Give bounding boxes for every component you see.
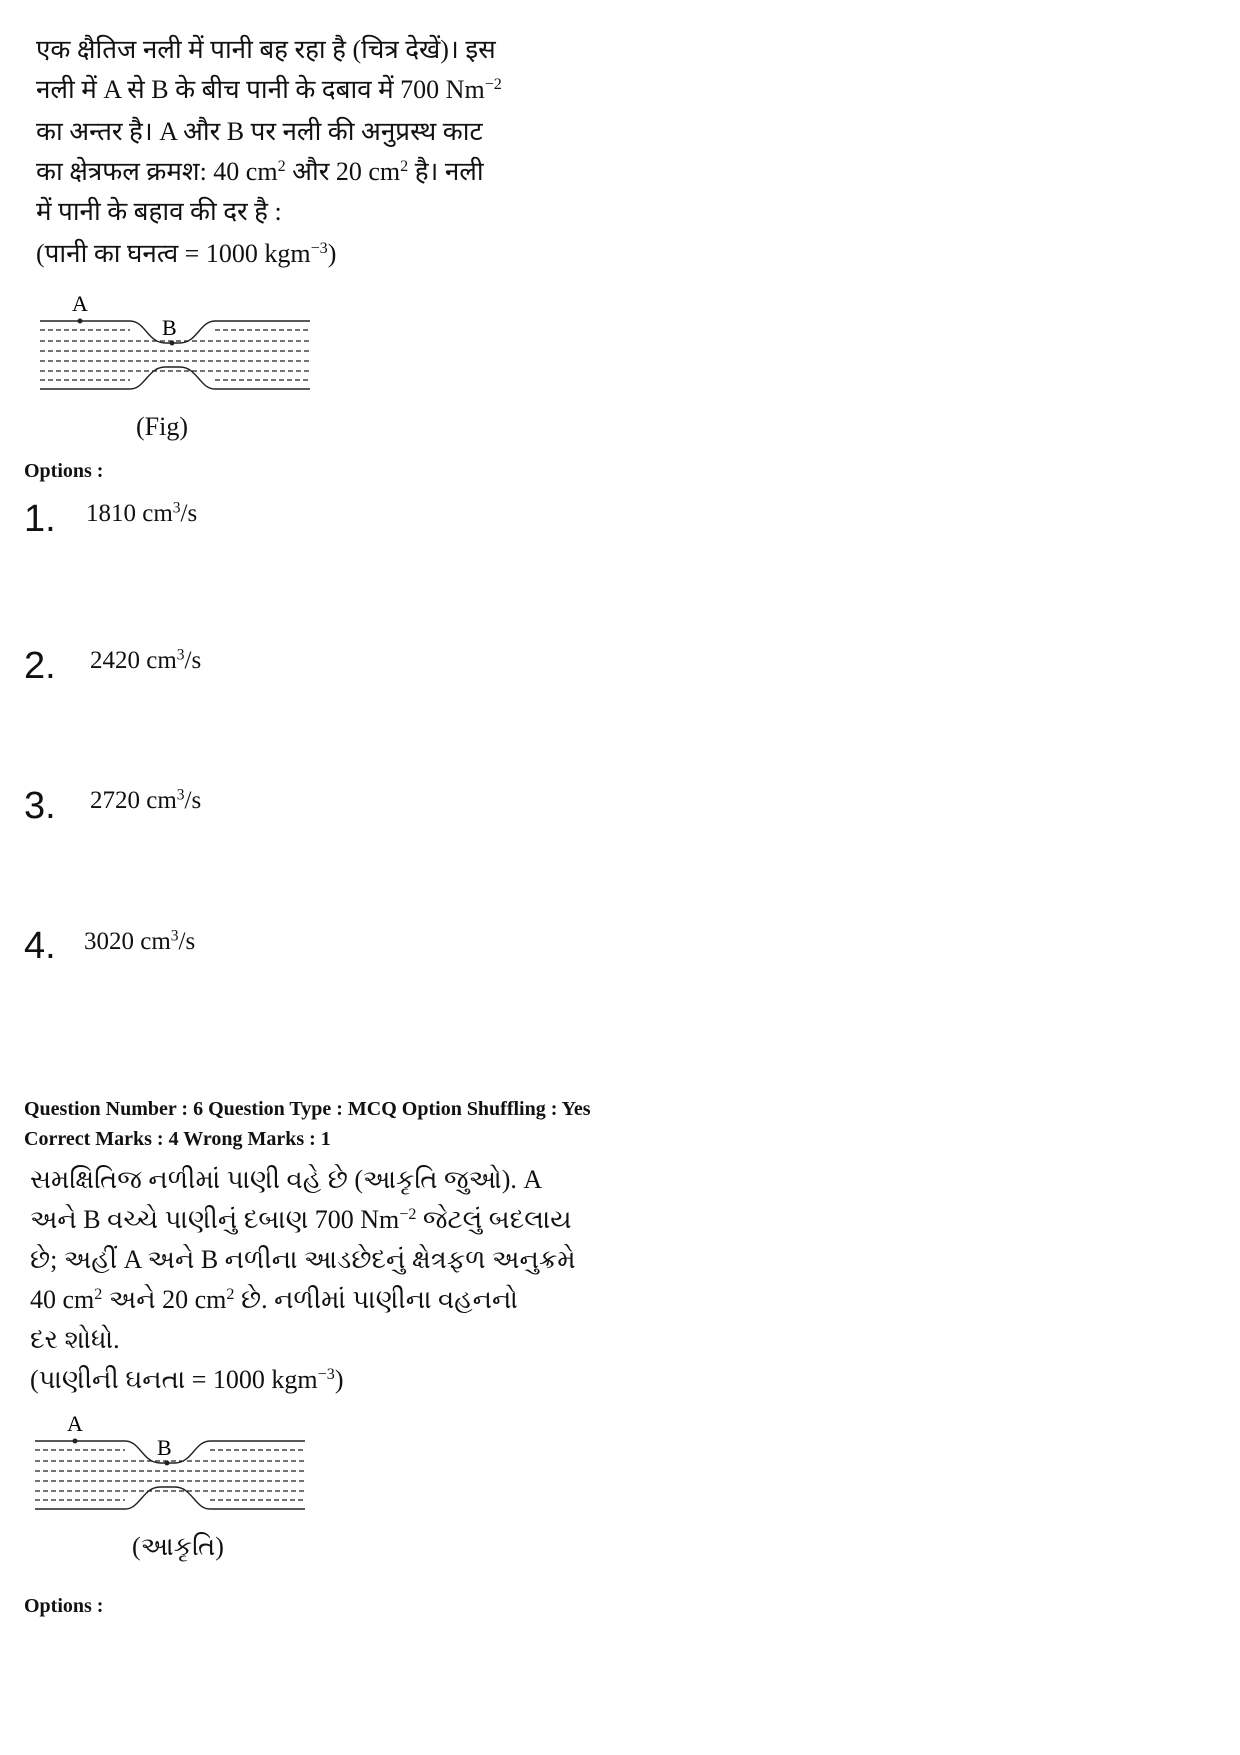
q6-line4-c: છે. નળીમાં પાણીના વહનનો <box>234 1285 518 1314</box>
q5-line4-c: है। नली <box>408 157 484 186</box>
point-a-dot <box>73 1439 78 1444</box>
q6-exp-neg2: −2 <box>399 1206 417 1224</box>
q5-line4-a: का क्षेत्रफल क्रमश: 40 cm <box>36 157 278 186</box>
q5-options-label: Options : <box>24 460 104 482</box>
q6-meta-line-1: Question Number : 6 Question Type : MCQ Option Shuffling : Yes <box>24 1098 591 1120</box>
q6-text-line-5: દર શોધો. <box>30 1325 120 1354</box>
q5-text-line-2 <box>36 70 502 110</box>
q5-line4-b: और 20 cm <box>285 157 401 186</box>
q5-density-close: ) <box>327 239 337 268</box>
q5-figure-caption: (Fig) <box>136 412 188 441</box>
q6-text-line-1: સમક્ષિતિજ નળીમાં પાણી વહે છે (આકૃતિ જુઓ). A <box>30 1165 543 1194</box>
q6-density-close: ) <box>334 1365 344 1394</box>
q5-pipe-figure <box>30 285 330 405</box>
q6-text-line-2 <box>30 1200 572 1240</box>
label-b: B <box>157 1435 172 1460</box>
option-1-unit: /s <box>180 500 198 527</box>
option-3-value: 2720 cm <box>90 787 177 814</box>
option-3-number: 3. <box>24 785 56 827</box>
option-1-value: 1810 cm <box>86 500 173 527</box>
q5-exp-2a: 2 <box>277 158 286 176</box>
q5-text-line-3: का अन्तर है। A और B पर नली की अनुप्रस्थ काट <box>36 117 483 146</box>
q6-density-text: (પાણીની ઘનતા = 1000 kgm <box>30 1365 318 1394</box>
option-1-text[interactable] <box>86 500 197 528</box>
option-2-value: 2420 cm <box>90 647 177 674</box>
q6-line2-b: જેટલું બદલાય <box>416 1205 572 1234</box>
q6-options-label: Options : <box>24 1595 104 1617</box>
option-4-number: 4. <box>24 925 56 967</box>
option-2-number: 2. <box>24 645 56 687</box>
q6-text-line-6 <box>30 1360 343 1400</box>
point-a-dot <box>78 319 83 324</box>
q6-line4-a: 40 cm <box>30 1285 95 1314</box>
q6-pipe-figure <box>25 1405 325 1525</box>
option-3-text[interactable] <box>90 787 201 815</box>
option-4-text[interactable] <box>84 928 195 956</box>
q5-line2-text: नली में A से B के बीच पानी के दबाव में 700 Nm <box>36 75 485 104</box>
q6-exp-neg3: −3 <box>317 1366 335 1384</box>
pipe-bottom-wall <box>35 1487 305 1509</box>
option-1-number: 1. <box>24 498 56 540</box>
label-b: B <box>162 315 177 340</box>
option-3-exp: 3 <box>176 786 185 804</box>
option-2-unit: /s <box>184 647 202 674</box>
q5-exp-2b: 2 <box>400 158 409 176</box>
q5-text-line-5: में पानी के बहाव की दर है : <box>36 197 282 226</box>
q5-density-text: (पानी का घनत्व = 1000 kgm <box>36 239 311 268</box>
q6-exp-2a: 2 <box>94 1286 103 1304</box>
option-1-exp: 3 <box>172 499 181 517</box>
option-2-exp: 3 <box>176 646 185 664</box>
q5-exp-neg2: −2 <box>484 76 502 94</box>
q6-figure-caption: (આકૃતિ) <box>132 1532 224 1561</box>
label-a: A <box>72 291 88 316</box>
pipe-bottom-wall <box>40 367 310 389</box>
q6-text-line-3: છે; અહીં A અને B નળીના આડછેદનું ક્ષેત્રફળ અનુક્રમે <box>30 1245 576 1274</box>
point-b-dot <box>165 1461 170 1466</box>
q5-text-line-6 <box>36 234 336 274</box>
option-4-unit: /s <box>178 928 196 955</box>
option-2-text[interactable] <box>90 647 201 675</box>
option-3-unit: /s <box>184 787 202 814</box>
q6-line2-a: અને B વચ્ચે પાણીનું દબાણ 700 Nm <box>30 1205 400 1234</box>
point-b-dot <box>170 341 175 346</box>
option-4-value: 3020 cm <box>84 928 171 955</box>
q6-exp-2b: 2 <box>226 1286 235 1304</box>
q5-text-line-1: एक क्षैतिज नली में पानी बह रहा है (चित्र देखें)। इस <box>36 35 496 64</box>
q6-line4-b: અને 20 cm <box>102 1285 227 1314</box>
q5-exp-neg3: −3 <box>310 240 328 258</box>
q6-meta-line-2: Correct Marks : 4 Wrong Marks : 1 <box>24 1128 331 1150</box>
option-4-exp: 3 <box>170 927 179 945</box>
q5-text-line-4 <box>36 152 484 192</box>
label-a: A <box>67 1411 83 1436</box>
q6-text-line-4 <box>30 1280 518 1320</box>
